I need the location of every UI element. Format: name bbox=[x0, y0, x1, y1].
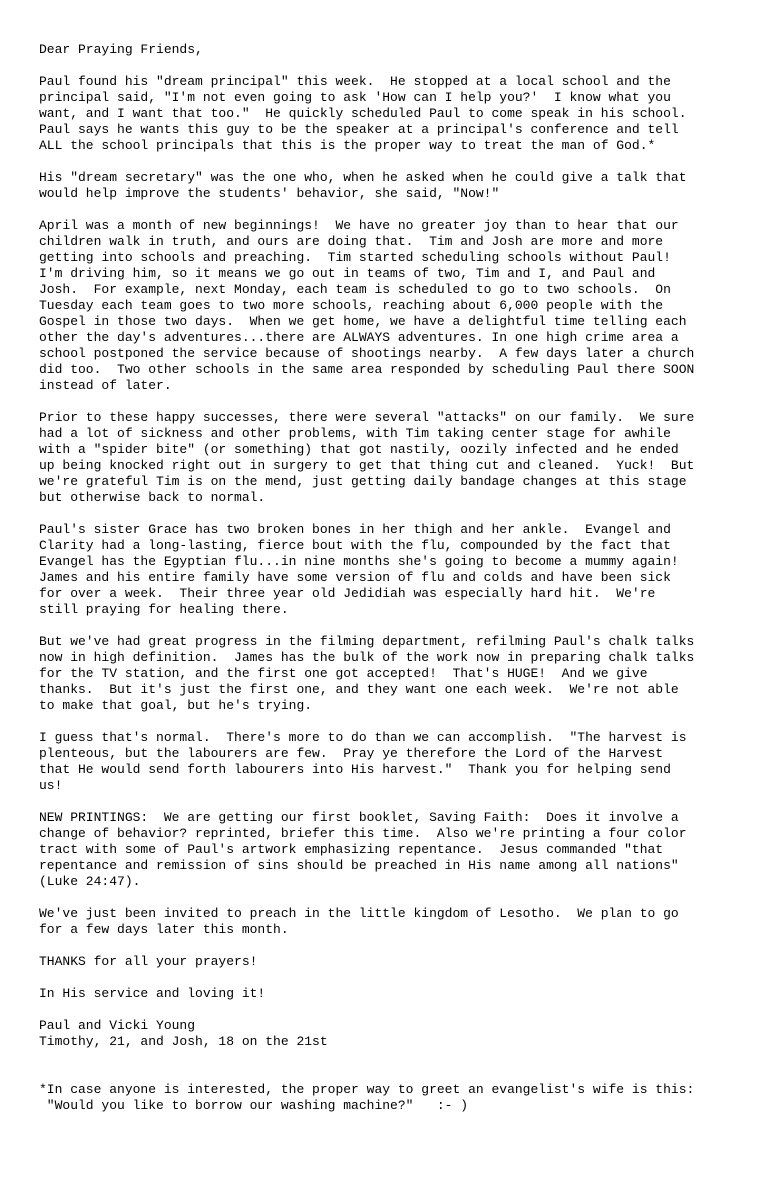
signature-children: Timothy, 21, and Josh, 18 on the 21st bbox=[39, 1034, 328, 1049]
text-line: Tuesday each team goes to two more schools, reaching about 6,000 people with the bbox=[39, 298, 664, 313]
text-line: for the TV station, and the first one got accepted! That's HUGE! And we give bbox=[39, 666, 648, 681]
text-line: did too. Two other schools in the same area responded by scheduling Paul there SOON bbox=[39, 362, 695, 377]
text-line: April was a month of new beginnings! We have no greater joy than to hear that our bbox=[39, 218, 679, 233]
signature bbox=[39, 1018, 739, 1050]
text-line: up being knocked right out in surgery to get that thing cut and cleaned. Yuck! But bbox=[39, 458, 695, 473]
text-line: we're grateful Tim is on the mend, just getting daily bandage changes at this stage bbox=[39, 474, 687, 489]
text-line: Paul found his "dream principal" this week. He stopped at a local school and the bbox=[39, 74, 671, 89]
text-line: still praying for healing there. bbox=[39, 602, 289, 617]
text-line: us! bbox=[39, 778, 63, 793]
text-line: Paul's sister Grace has two broken bones in her thigh and her ankle. Evangel and bbox=[39, 522, 671, 537]
text-line: to make that goal, but he's trying. bbox=[39, 698, 313, 713]
paragraph-attacks bbox=[39, 410, 739, 506]
paragraph-new-printings bbox=[39, 810, 739, 890]
text-line: want, and I want that too." He quickly scheduled Paul to come speak in his school. bbox=[39, 106, 687, 121]
text-line: Paul says he wants this guy to be the speaker at a principal's conference and tell bbox=[39, 122, 679, 137]
text-line: other the day's adventures...there are ALWAYS adventures. In one high crime area a bbox=[39, 330, 679, 345]
paragraph-lesotho bbox=[39, 906, 739, 938]
paragraph-dream-principal bbox=[39, 74, 739, 154]
text-line: change of behavior? reprinted, briefer this time. Also we're printing a four color bbox=[39, 826, 687, 841]
thanks-line: THANKS for all your prayers! bbox=[39, 954, 258, 969]
paragraph-harvest bbox=[39, 730, 739, 794]
text-line: Prior to these happy successes, there were several "attacks" on our family. We sure bbox=[39, 410, 695, 425]
text-line: plenteous, but the labourers are few. Pray ye therefore the Lord of the Harvest bbox=[39, 746, 664, 761]
footnote-line: *In case anyone is interested, the proper way to greet an evangelist's wife is this: bbox=[39, 1082, 695, 1097]
text-line: that He would send forth labourers into His harvest." Thank you for helping send bbox=[39, 762, 671, 777]
text-line: We've just been invited to preach in the little kingdom of Lesotho. We plan to go bbox=[39, 906, 679, 921]
greeting: Dear Praying Friends, bbox=[39, 42, 203, 57]
text-line: thanks. But it's just the first one, and they want one each week. We're not able bbox=[39, 682, 679, 697]
text-line: (Luke 24:47). bbox=[39, 874, 141, 889]
text-line: But we've had great progress in the filming department, refilming Paul's chalk talks bbox=[39, 634, 695, 649]
text-line: I'm driving him, so it means we go out in teams of two, Tim and I, and Paul and bbox=[39, 266, 656, 281]
text-line: instead of later. bbox=[39, 378, 172, 393]
text-line: Gospel in those two days. When we get home, we have a delightful time telling each bbox=[39, 314, 687, 329]
text-line: I guess that's normal. There's more to do than we can accomplish. "The harvest is bbox=[39, 730, 687, 745]
paragraph-dream-secretary bbox=[39, 170, 739, 202]
text-line: Josh. For example, next Monday, each team is scheduled to go to two schools. On bbox=[39, 282, 671, 297]
text-line: with a "spider bite" (or something) that got nastily, oozily infected and he ended bbox=[39, 442, 679, 457]
text-line: getting into schools and preaching. Tim started scheduling schools without Paul! bbox=[39, 250, 671, 265]
text-line: repentance and remission of sins should be preached in His name among all nations" bbox=[39, 858, 679, 873]
footnote bbox=[39, 1082, 739, 1114]
text-line: would help improve the students' behavior, she said, "Now!" bbox=[39, 186, 500, 201]
paragraph-sickness bbox=[39, 522, 739, 618]
text-line: principal said, "I'm not even going to ask 'How can I help you?' I know what you bbox=[39, 90, 671, 105]
text-line: NEW PRINTINGS: We are getting our first booklet, Saving Faith: Does it involve a bbox=[39, 810, 679, 825]
paragraph-april bbox=[39, 218, 739, 394]
paragraph-filming bbox=[39, 634, 739, 714]
closing-line: In His service and loving it! bbox=[39, 986, 266, 1001]
text-line: children walk in truth, and ours are doing that. Tim and Josh are more and more bbox=[39, 234, 664, 249]
text-line: had a lot of sickness and other problems, with Tim taking center stage for awhile bbox=[39, 426, 671, 441]
text-line: tract with some of Paul's artwork emphasizing repentance. Jesus commanded "that bbox=[39, 842, 664, 857]
text-line: ALL the school principals that this is the proper way to treat the man of God.* bbox=[39, 138, 656, 153]
text-line: school postponed the service because of shootings nearby. A few days later a church bbox=[39, 346, 695, 361]
text-line: Evangel has the Egyptian flu...in nine months she's going to become a mummy again! bbox=[39, 554, 679, 569]
text-line: His "dream secretary" was the one who, when he asked when he could give a talk that bbox=[39, 170, 687, 185]
text-line: for over a week. Their three year old Jedidiah was especially hard hit. We're bbox=[39, 586, 656, 601]
text-line: Clarity had a long-lasting, fierce bout with the flu, compounded by the fact that bbox=[39, 538, 671, 553]
text-line: but otherwise back to normal. bbox=[39, 490, 266, 505]
signature-names: Paul and Vicki Young bbox=[39, 1018, 196, 1033]
text-line: James and his entire family have some version of flu and colds and have been sick bbox=[39, 570, 671, 585]
footnote-line: "Would you like to borrow our washing machine?" :- ) bbox=[39, 1098, 469, 1113]
text-line: now in high definition. James has the bulk of the work now in preparing chalk talks bbox=[39, 650, 695, 665]
text-line: for a few days later this month. bbox=[39, 922, 289, 937]
newsletter-letter bbox=[39, 42, 739, 1114]
